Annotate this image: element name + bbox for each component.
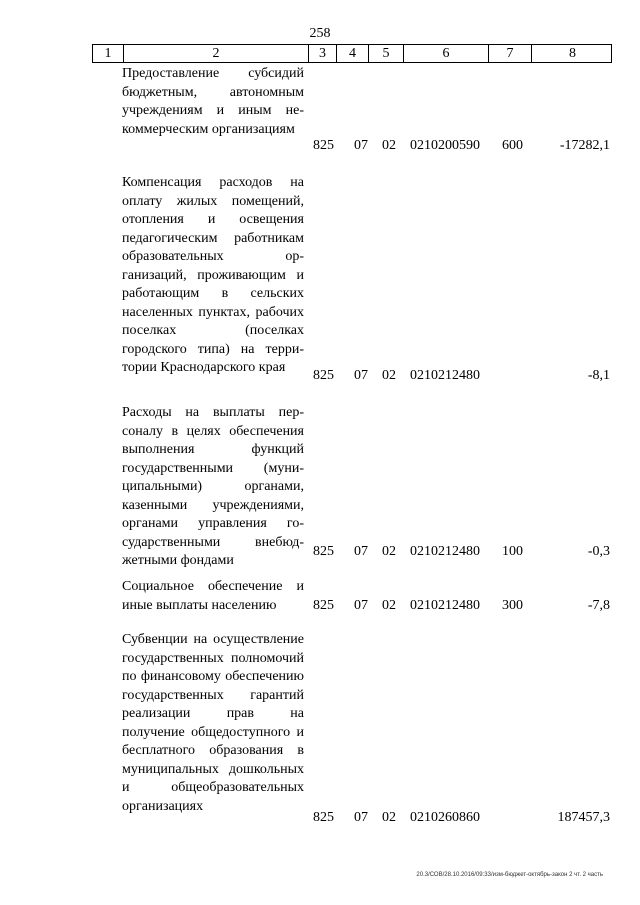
- table-header: [92, 44, 612, 63]
- row-subsection: 02: [382, 544, 396, 559]
- row-section: 07: [354, 544, 368, 559]
- row-admin-code: 825: [313, 810, 334, 825]
- row-section: 07: [354, 810, 368, 825]
- header-col-5: 5: [368, 45, 403, 62]
- header-col-6: 6: [403, 45, 488, 62]
- row-expense-type: 100: [502, 544, 523, 559]
- header-col-4: 4: [336, 45, 368, 62]
- row-amount: 187457,3: [557, 810, 610, 825]
- row-expense-type: 300: [502, 598, 523, 613]
- row-amount: -17282,1: [559, 138, 610, 153]
- row-section: 07: [354, 598, 368, 613]
- row-description: Расходы на выплаты персоналу в целях обеспечения выполнения функций государственными (муниципальными) органами, казенными учреждениями, органами управления государственными внебюджетными фондами: [122, 405, 304, 568]
- header-col-1: 1: [104, 46, 112, 61]
- row-target-article: 0210212480: [410, 544, 480, 559]
- row-section: 07: [354, 138, 368, 153]
- row-description: Социальное обеспечение и иные выплаты населению: [122, 579, 304, 613]
- row-amount: -7,8: [587, 598, 610, 613]
- row-subsection: 02: [382, 138, 396, 153]
- row-target-article: 0210212480: [410, 368, 480, 383]
- row-description: Компенсация расходов на оплату жилых помещений, отопления и освещения педагогическим работникам образовательных организаций, проживающим и работающим в сельских населенных пунктах, рабочих поселках (поселках городского типа) на территории Краснодарского края: [122, 175, 304, 375]
- row-admin-code: 825: [313, 544, 334, 559]
- row-admin-code: 825: [313, 138, 334, 153]
- row-description: Субвенции на осуществление государственных полномочий по финансовому обеспечению государственных гарантий реализации прав на получение общедоступного и бесплатного образования в муниципальных дошкольных и общеобразовательных организациях: [122, 632, 304, 814]
- header-col-8: 8: [531, 45, 613, 62]
- row-target-article: 0210260860: [410, 810, 480, 825]
- row-admin-code: 825: [313, 368, 334, 383]
- row-amount: -8,1: [587, 368, 610, 383]
- row-admin-code: 825: [313, 598, 334, 613]
- row-amount: -0,3: [587, 544, 610, 559]
- row-target-article: 0210200590: [410, 138, 480, 153]
- header-col-2: 2: [123, 45, 308, 62]
- row-subsection: 02: [382, 810, 396, 825]
- header-col-7: 7: [488, 45, 531, 62]
- row-target-article: 0210212480: [410, 598, 480, 613]
- page-number: 258: [309, 26, 331, 41]
- row-section: 07: [354, 368, 368, 383]
- document-footer: 20.3/СОВ/28.10.2016/09:33/изм-бюджет-октябрь-закон 2 чт. 2 часть: [416, 872, 603, 878]
- row-expense-type: 600: [502, 138, 523, 153]
- row-subsection: 02: [382, 598, 396, 613]
- header-col-3: 3: [308, 45, 336, 62]
- row-subsection: 02: [382, 368, 396, 383]
- row-description: Предоставление субсидий бюджетным, автономным учреждениям и иным некоммерческим организациям: [122, 66, 304, 137]
